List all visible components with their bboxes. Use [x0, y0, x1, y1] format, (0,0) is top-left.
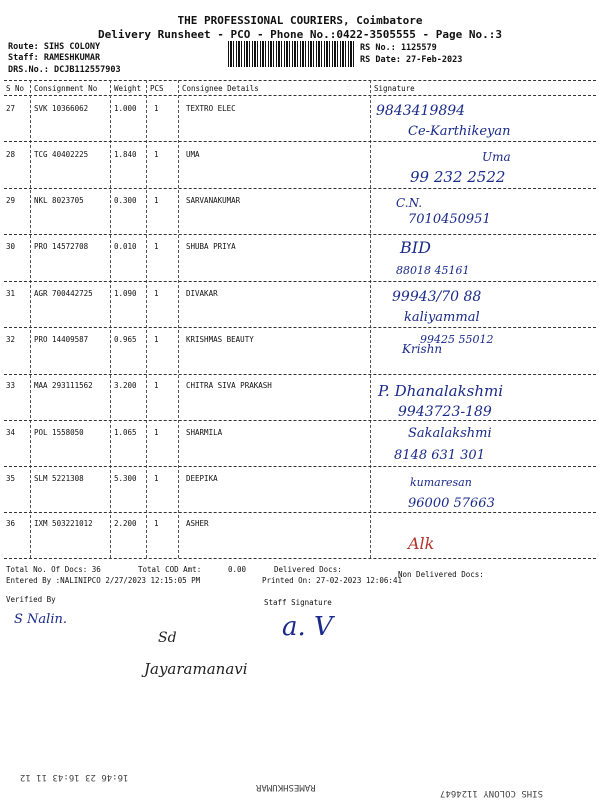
signature-28a: Uma [482, 150, 511, 164]
row-pcs: 1 [154, 104, 159, 113]
row-weight: 1.840 [114, 150, 137, 159]
rs-date: RS Date: 27-Feb-2023 [360, 55, 463, 65]
row-weight: 0.965 [114, 335, 137, 344]
row-consignee: SARVANAKUMAR [186, 196, 241, 205]
row-consignment: MAA 293111562 [34, 381, 93, 390]
signature-33b: 9943723-189 [398, 404, 492, 420]
signature-29b: 7010450951 [408, 212, 491, 227]
signature-30a: BID [400, 238, 431, 257]
signature-33a: P. Dhanalakshmi [378, 382, 504, 400]
row-consignee: TEXTRO ELEC [186, 104, 236, 113]
signature-32b: 99425 55012 [420, 333, 494, 346]
col-consignment: Consignment No [34, 84, 98, 93]
row-pcs: 1 [154, 381, 159, 390]
signature-27a: 9843419894 [376, 103, 466, 119]
row-sno: 27 [6, 104, 16, 113]
row-sno: 29 [6, 196, 16, 205]
row-consignee: UMA [186, 150, 200, 159]
row-weight: 1.000 [114, 104, 137, 113]
row-sno: 36 [6, 519, 16, 528]
delivered-docs: Delivered Docs: [274, 565, 342, 574]
verifier-signature: S Nalin. [14, 612, 67, 627]
row-consignment: SLM 5221308 [34, 474, 84, 483]
row-sno: 28 [6, 150, 16, 159]
row-sno: 30 [6, 242, 16, 251]
row-sno: 34 [6, 428, 16, 437]
route-label: Route: SIHS COLONY [8, 42, 101, 52]
rs-number: RS No.: 1125579 [360, 43, 437, 53]
col-sno: S No [6, 84, 25, 93]
col-pcs: PCS [150, 84, 164, 93]
flipped-strip-mid: RAMESHKUMAR [256, 782, 316, 792]
signature-27b: Ce-Karthikeyan [408, 124, 511, 139]
row-weight: 3.200 [114, 381, 137, 390]
signature-35b: 96000 57663 [408, 496, 495, 511]
row-weight: 0.010 [114, 242, 137, 251]
row-weight: 1.065 [114, 428, 137, 437]
row-consignment: NKL 8023705 [34, 196, 84, 205]
barcode [228, 41, 356, 67]
row-sno: 31 [6, 289, 16, 298]
row-weight: 5.300 [114, 474, 137, 483]
signature-36: Alk [408, 534, 435, 553]
row-sno: 33 [6, 381, 16, 390]
company-title: THE PROFESSIONAL COURIERS, Coimbatore [177, 14, 423, 27]
signature-30b: 88018 45161 [396, 264, 470, 277]
row-pcs: 1 [154, 289, 159, 298]
verified-by-label: Verified By [6, 595, 56, 604]
printed-on: Printed On: 27-02-2023 12:06:41 [262, 576, 402, 585]
col-signature: Signature [374, 84, 415, 93]
row-weight: 2.200 [114, 519, 137, 528]
non-delivered-docs: Non Delivered Docs: [398, 570, 484, 579]
row-pcs: 1 [154, 196, 159, 205]
signature-31b: kaliyammal [404, 310, 480, 325]
row-consignee: SHUBA PRIYA [186, 242, 236, 251]
row-weight: 1.090 [114, 289, 137, 298]
row-consignment: PRO 14409587 [34, 335, 89, 344]
signature-35a: kumaresan [410, 476, 472, 489]
total-docs: Total No. Of Docs: 36 [6, 565, 101, 574]
row-consignment: IXM 503221012 [34, 519, 93, 528]
row-consignment: PRO 14572708 [34, 242, 89, 251]
row-sno: 35 [6, 474, 16, 483]
row-pcs: 1 [154, 474, 159, 483]
row-pcs: 1 [154, 242, 159, 251]
flipped-strip-right: SIHS COLONY 1124647 [440, 788, 543, 798]
col-consignee: Consignee Details [182, 84, 259, 93]
row-consignment: TCG 40402225 [34, 150, 89, 159]
row-weight: 0.300 [114, 196, 137, 205]
cod-label: Total COD Amt: [138, 565, 202, 574]
row-consignee: SHARMILA [186, 428, 223, 437]
row-consignment: POL 1558050 [34, 428, 84, 437]
signature-31a: 99943/70 88 [392, 289, 482, 305]
entered-by: Entered By :NALINIPCO 2/27/2023 12:15:05 PM [6, 576, 201, 585]
row-sno: 32 [6, 335, 16, 344]
row-consignee: CHITRA SIVA PRAKASH [186, 381, 272, 390]
row-pcs: 1 [154, 519, 159, 528]
runsheet-subtitle: Delivery Runsheet - PCO - Phone No.:0422-3505555 - Page No.:3 [98, 28, 502, 41]
row-consignee: DIVAKAR [186, 289, 218, 298]
signature-32a: Krishn [402, 342, 443, 356]
flipped-strip-left: 16:46 23 16:43 11 12 [20, 772, 129, 782]
row-consignee: DEEPIKA [186, 474, 218, 483]
signature-34a: Sakalakshmi [408, 426, 492, 441]
staff-signature-label: Staff Signature [264, 598, 332, 607]
receiver-signature: Jayaramanavi [144, 660, 248, 678]
col-weight: Weight [114, 84, 142, 93]
receiver-mark: Sd [158, 630, 177, 646]
row-pcs: 1 [154, 428, 159, 437]
drs-label: DRS.No.: DCJB112557903 [8, 65, 121, 75]
signature-29a: C.N. [396, 196, 423, 210]
signature-34b: 8148 631 301 [394, 448, 485, 463]
row-consignee: KRISHMAS BEAUTY [186, 335, 254, 344]
staff-signature: a. V [282, 612, 333, 642]
staff-label: Staff: RAMESHKUMAR [8, 53, 101, 63]
signature-28b: 99 232 2522 [410, 168, 506, 186]
cod-value: 0.00 [228, 565, 247, 574]
row-consignment: SVK 10366062 [34, 104, 89, 113]
row-pcs: 1 [154, 150, 159, 159]
row-consignee: ASHER [186, 519, 209, 528]
row-pcs: 1 [154, 335, 159, 344]
row-consignment: AGR 700442725 [34, 289, 93, 298]
